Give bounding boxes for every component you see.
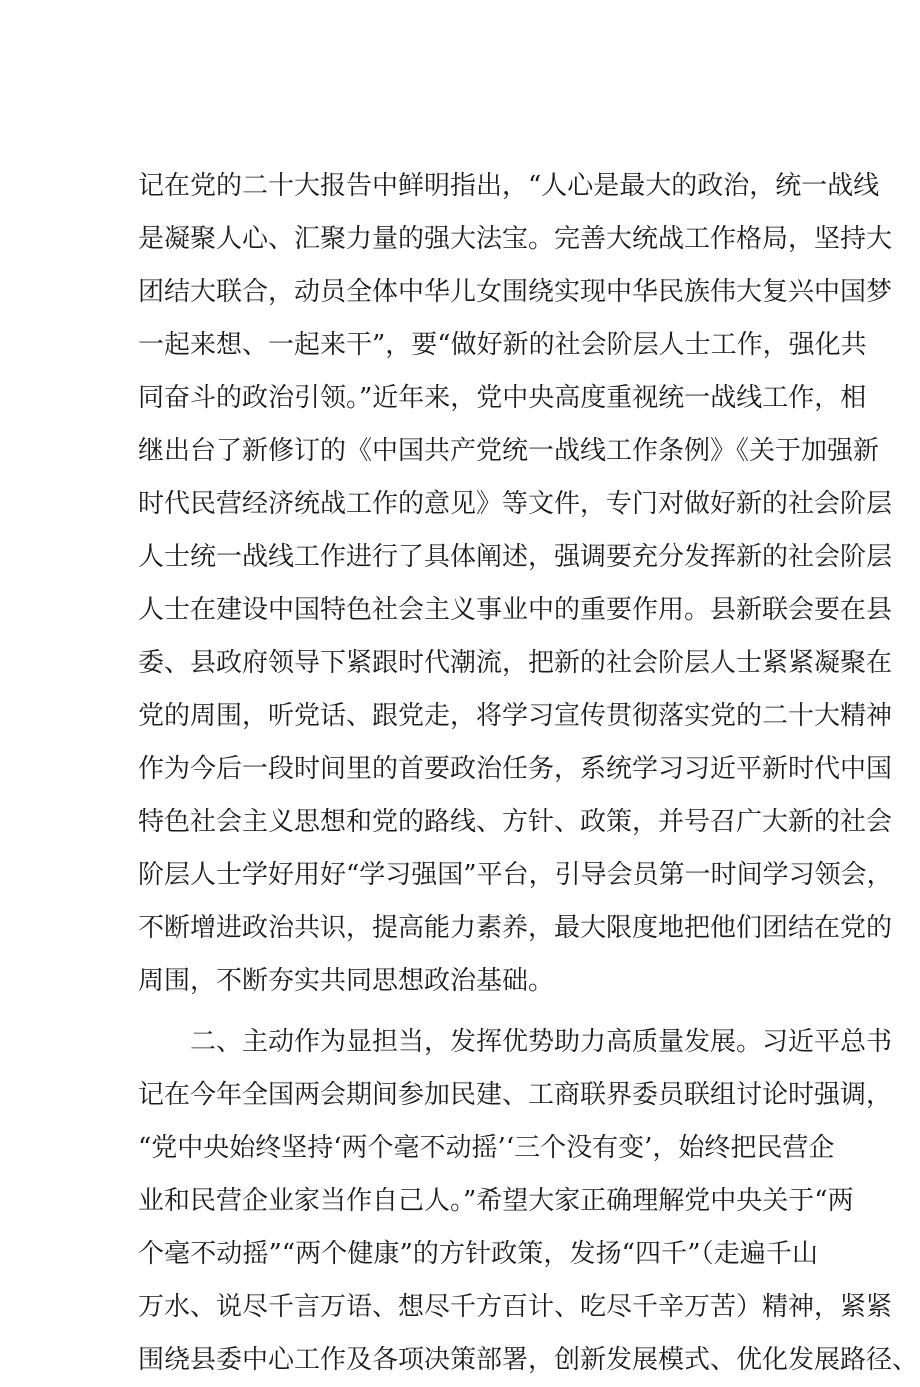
text-line: 记在党的二十大报告中鲜明指出，“人心是最大的政治，统一战线 [138,171,880,201]
text-line: 一起来想、一起来干”，要“做好新的社会阶层人士工作，强化共 [138,330,867,360]
document-body [138,160,919,1387]
text-line: 继出台了新修订的《中国共产党统一战线工作条例》《关于加强新 [138,436,880,466]
text-line: 同奋斗的政治引领。”近年来，党中央高度重视统一战线工作，相 [138,383,867,413]
text-line: 记在今年全国两会期间参加民建、工商联界委员联组讨论时强调， [138,1080,893,1110]
text-line: 团结大联合，动员全体中华儿女围绕实现中华民族伟大复兴中国梦 [138,277,893,307]
paragraph-gap [138,1008,818,1016]
text-line: 人士统一战线工作进行了具体阐述，强调要充分发挥新的社会阶层 [138,542,893,572]
paragraph-section-two [138,1016,919,1387]
text-line: 委、县政府领导下紧跟时代潮流，把新的社会阶层人士紧紧凝聚在 [138,648,893,678]
text-line: 业和民营企业家当作自己人。”希望大家正确理解党中央关于“两 [138,1186,854,1216]
text-line: 万水、说尽千言万语、想尽千方百计、吃尽千辛万苦）精神，紧紧 [138,1292,893,1322]
text-line: 人士在建设中国特色社会主义事业中的重要作用。县新联会要在县 [138,595,893,625]
text-line: 个毫不动摇”“两个健康”的方针政策，发扬“四千”（走遍千山 [138,1239,818,1269]
text-line: 特色社会主义思想和党的路线、方针、政策，并号召广大新的社会 [138,807,893,837]
text-line: 不断增进政治共识，提高能力素养，最大限度地把他们团结在党的 [138,913,893,943]
text-line: 作为今后一段时间里的首要政治任务，系统学习习近平新时代中国 [138,754,893,784]
section-heading-line: 二、主动作为显担当，发挥优势助力高质量发展。习近平总书 [138,1027,893,1057]
paragraph-united-front [138,160,893,1008]
text-line: 周围，不断夯实共同思想政治基础。 [138,966,555,996]
text-line: 党的周围，听党话、跟党走，将学习宣传贯彻落实党的二十大精神 [138,701,893,731]
text-line: 是凝聚人心、汇聚力量的强大法宝。完善大统战工作格局，坚持大 [138,224,893,254]
text-line: 时代民营经济统战工作的意见》等文件，专门对做好新的社会阶层 [138,489,893,519]
text-line: 围绕县委中心工作及各项决策部署，创新发展模式、优化发展路径、 [138,1345,919,1375]
text-line: “党中央始终坚持‘两个毫不动摇’‘三个没有变’，始终把民营企 [138,1133,835,1163]
text-line: 阶层人士学好用好“学习强国”平台，引导会员第一时间学习领会， [138,860,893,890]
